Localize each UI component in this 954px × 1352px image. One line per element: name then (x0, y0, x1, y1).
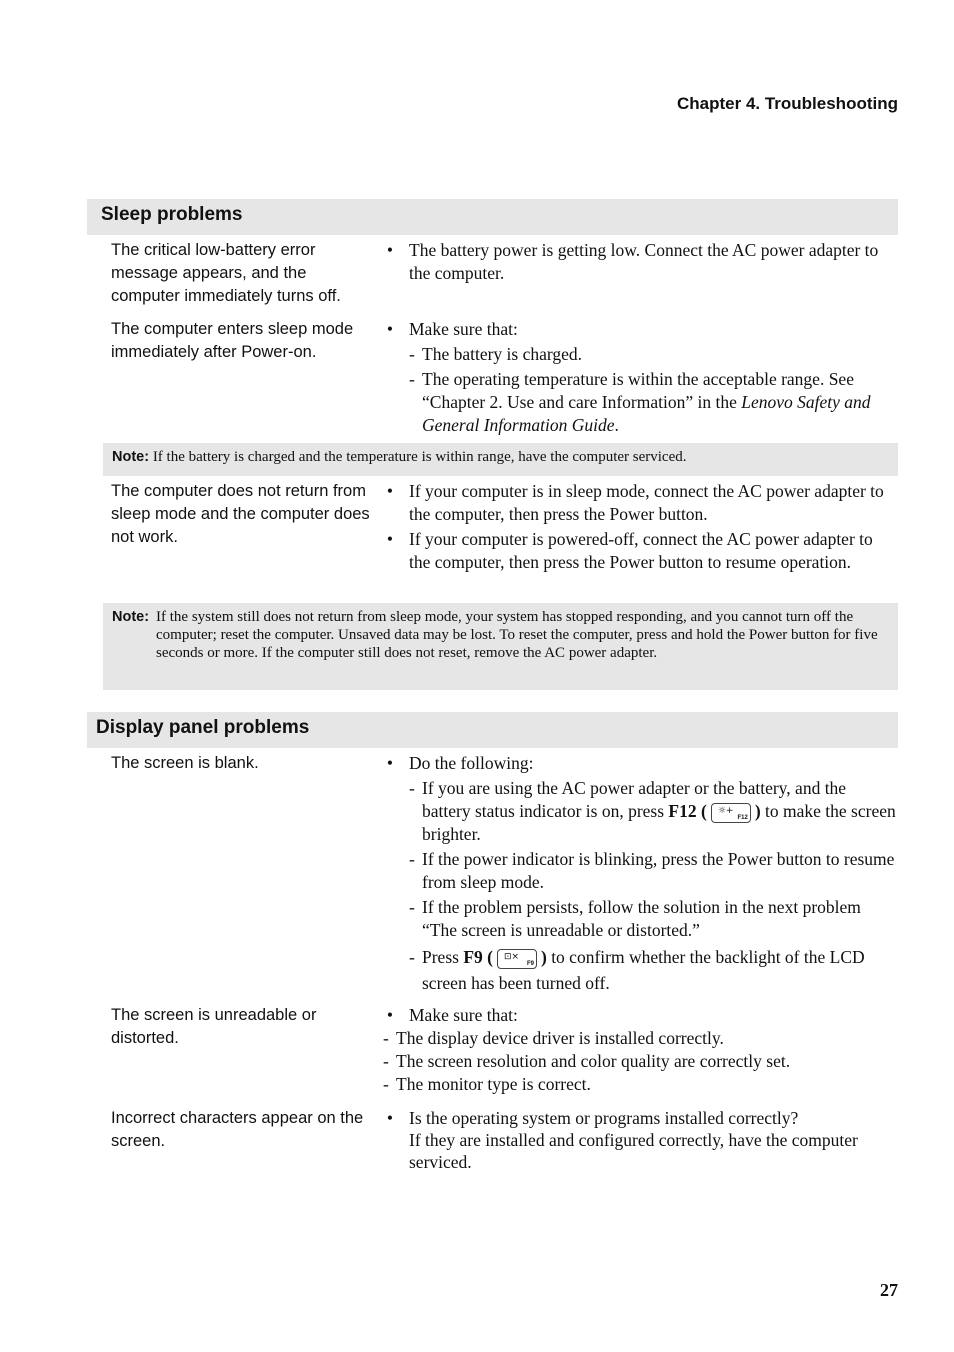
note-box (103, 603, 898, 690)
note-label: Note: (112, 609, 150, 625)
solution-low-battery (383, 239, 898, 285)
symptom-no-return-sleep: The computer does not return from sleep mode and the computer does not work. (111, 482, 370, 546)
solution-screen-unreadable (383, 1004, 898, 1096)
list-item: • Is the operating system or programs installed correctly? If they are installed and configured correctly, have the computer serviced. (386, 1108, 858, 1172)
chapter-header: Chapter 4. Troubleshooting (676, 94, 898, 113)
guide-title: Lenovo Safety and General Information Guide (422, 392, 871, 435)
symptom-low-battery: The critical low-battery error message appears, and the computer immediately turns off. (111, 241, 341, 305)
list-item: - The screen resolution and color quality are correctly set. (383, 1051, 791, 1071)
list-item: - The display device driver is installed correctly. (383, 1028, 724, 1048)
list-item: • If your computer is powered-off, connect the AC power adapter to the computer, then press the Power button to resume operation. (386, 529, 873, 572)
brightness-key-icon: ☼+ F12 (711, 803, 751, 823)
list-item: - The battery is charged. (409, 344, 583, 364)
solution-no-return-sleep (383, 480, 898, 574)
list-item: - The operating temperature is within the acceptable range. See “Chapter 2. Use and care Information” in the Lenovo Safety and General Information Guide. (409, 369, 871, 435)
section-title-sleep: Sleep problems (87, 199, 898, 235)
list-item: - The monitor type is correct. (383, 1074, 591, 1094)
symptom-screen-unreadable: The screen is unreadable or distorted. (111, 1006, 317, 1047)
list-item: • Do the following: (386, 753, 534, 773)
list-item: - Press F9 ( ⊡× F9 ) to confirm whether the backlight of the LCD screen has been turned off. (409, 947, 865, 993)
note-label: Note: (112, 449, 150, 465)
note-text: If the battery is charged and the temperature is within range, have the computer serviced. (152, 449, 687, 465)
symptom-screen-blank: The screen is blank. (111, 754, 259, 772)
section-title-display: Display panel problems (87, 712, 898, 748)
list-item: • The battery power is getting low. Connect the AC power adapter to the computer. (386, 240, 879, 283)
solution-sleep-after-poweron (383, 318, 898, 437)
note-box (103, 443, 898, 476)
list-item: - If you are using the AC power adapter or the battery, and the battery status indicator is on, press F12 ( ☼+ F12 ) to make the screen brighter. (409, 778, 896, 844)
solution-screen-blank (383, 752, 898, 996)
symptom-sleep-after-poweron: The computer enters sleep mode immediately after Power-on. (111, 320, 354, 361)
page-number: 27 (880, 1280, 898, 1300)
list-item: • Make sure that: (386, 1005, 518, 1025)
list-item: • Make sure that: (386, 319, 518, 339)
solution-incorrect-characters (383, 1107, 898, 1173)
list-item: • If your computer is in sleep mode, connect the AC power adapter to the computer, then press the Power button. (386, 481, 884, 524)
note-text: If the system still does not return from sleep mode, your system has stopped responding, and you cannot turn off the computer; reset the computer. Unsaved data may be lost. To reset the computer, press and hold the Power button for five seconds or more. If the computer still does not reset, remove the AC power adapter. (156, 609, 878, 661)
symptom-incorrect-characters: Incorrect characters appear on the screen. (111, 1109, 364, 1150)
backlight-key-icon: ⊡× F9 (497, 949, 537, 969)
list-item: - If the problem persists, follow the solution in the next problem “The screen is unreadable or distorted.” (409, 897, 861, 940)
list-item: - If the power indicator is blinking, press the Power button to resume from sleep mode. (409, 849, 895, 892)
